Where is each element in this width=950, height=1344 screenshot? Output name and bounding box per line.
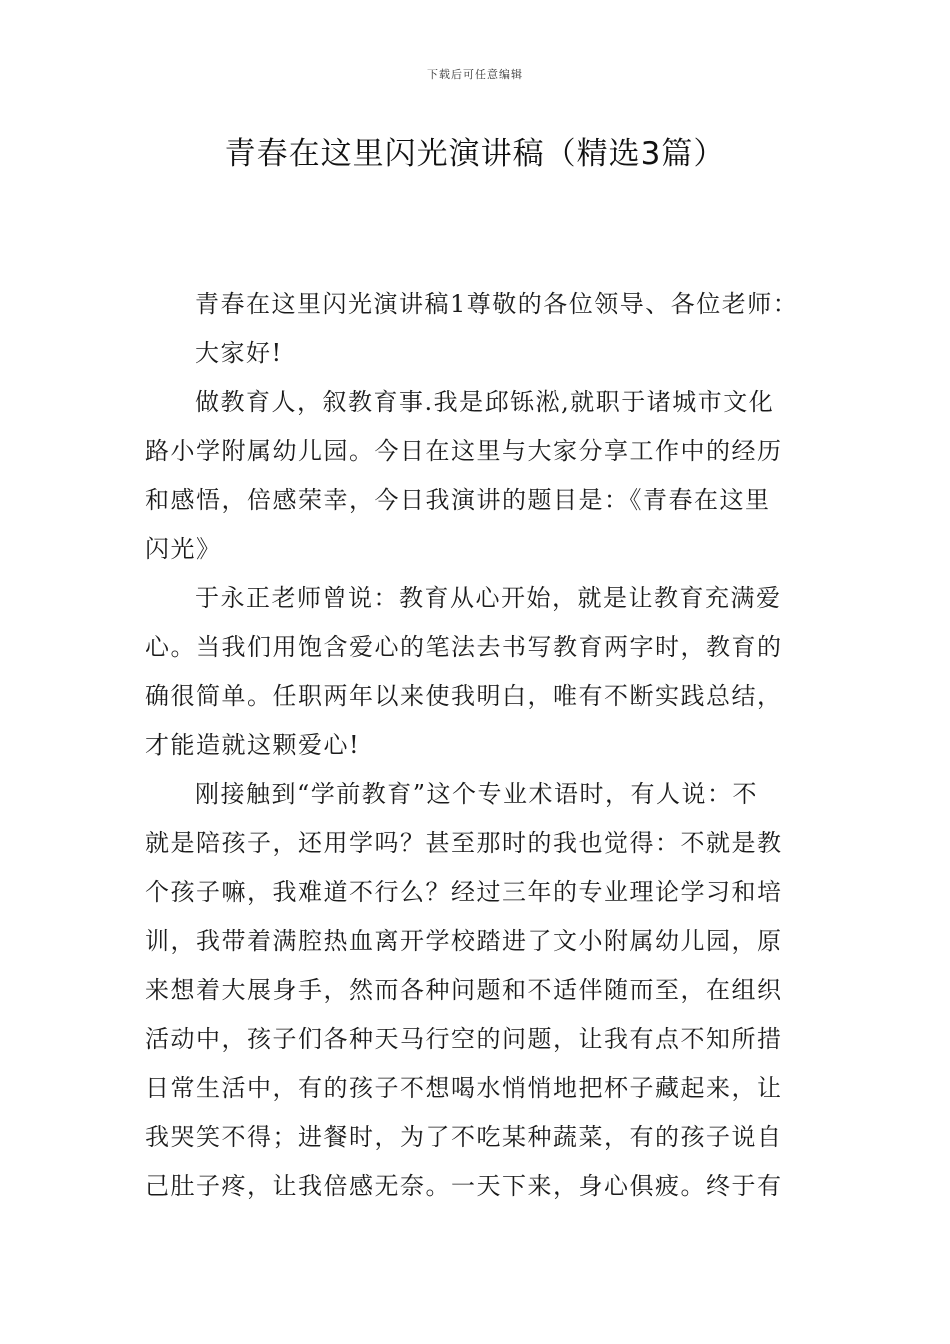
body-line: 于永正老师曾说：教育从心开始，就是让教育充满爱 — [195, 584, 782, 612]
body-line: 才能造就这颗爱心! — [145, 731, 361, 759]
body-line: 青春在这里闪光演讲稿1尊敬的各位领导、各位老师： — [195, 290, 799, 318]
body-line: 做教育人，叙教育事.我是邱铄淞,就职于诸城市文化 — [195, 388, 775, 416]
document-body — [145, 280, 807, 1211]
body-line: 刚接触到“学前教育”这个专业术语时，有人说：不 — [195, 780, 759, 808]
body-line: 和感悟，倍感荣幸，今日我演讲的题目是：《青春在这里 — [145, 486, 771, 514]
body-line: 闪光》 — [145, 535, 222, 563]
body-line: 我哭笑不得；进餐时，为了不吃某种蔬菜，有的孩子说自 — [145, 1123, 783, 1151]
body-line: 个孩子嘛，我难道不行么？经过三年的专业理论学习和培 — [145, 878, 783, 906]
body-line: 己肚子疼，让我倍感无奈。一天下来，身心俱疲。终于有 — [145, 1172, 783, 1200]
body-line: 确很简单。任职两年以来使我明白，唯有不断实践总结， — [145, 682, 783, 710]
document-title: 青春在这里闪光演讲稿（精选3篇） — [224, 136, 726, 172]
body-line: 大家好! — [195, 339, 283, 367]
body-line: 心。当我们用饱含爱心的笔法去书写教育两字时，教育的 — [145, 633, 783, 661]
header-note: 下载后可任意编辑 — [427, 68, 523, 81]
body-line: 活动中，孩子们各种天马行空的问题，让我有点不知所措 — [145, 1025, 783, 1053]
body-line: 路小学附属幼儿园。今日在这里与大家分享工作中的经历 — [145, 437, 783, 465]
body-line: 就是陪孩子，还用学吗？甚至那时的我也觉得：不就是教 — [145, 829, 783, 857]
body-line: 来想着大展身手，然而各种问题和不适伴随而至，在组织 — [145, 976, 783, 1004]
body-line: 训，我带着满腔热血离开学校踏进了文小附属幼儿园，原 — [145, 927, 783, 955]
body-line: 日常生活中，有的孩子不想喝水悄悄地把杯子藏起来，让 — [145, 1074, 783, 1102]
